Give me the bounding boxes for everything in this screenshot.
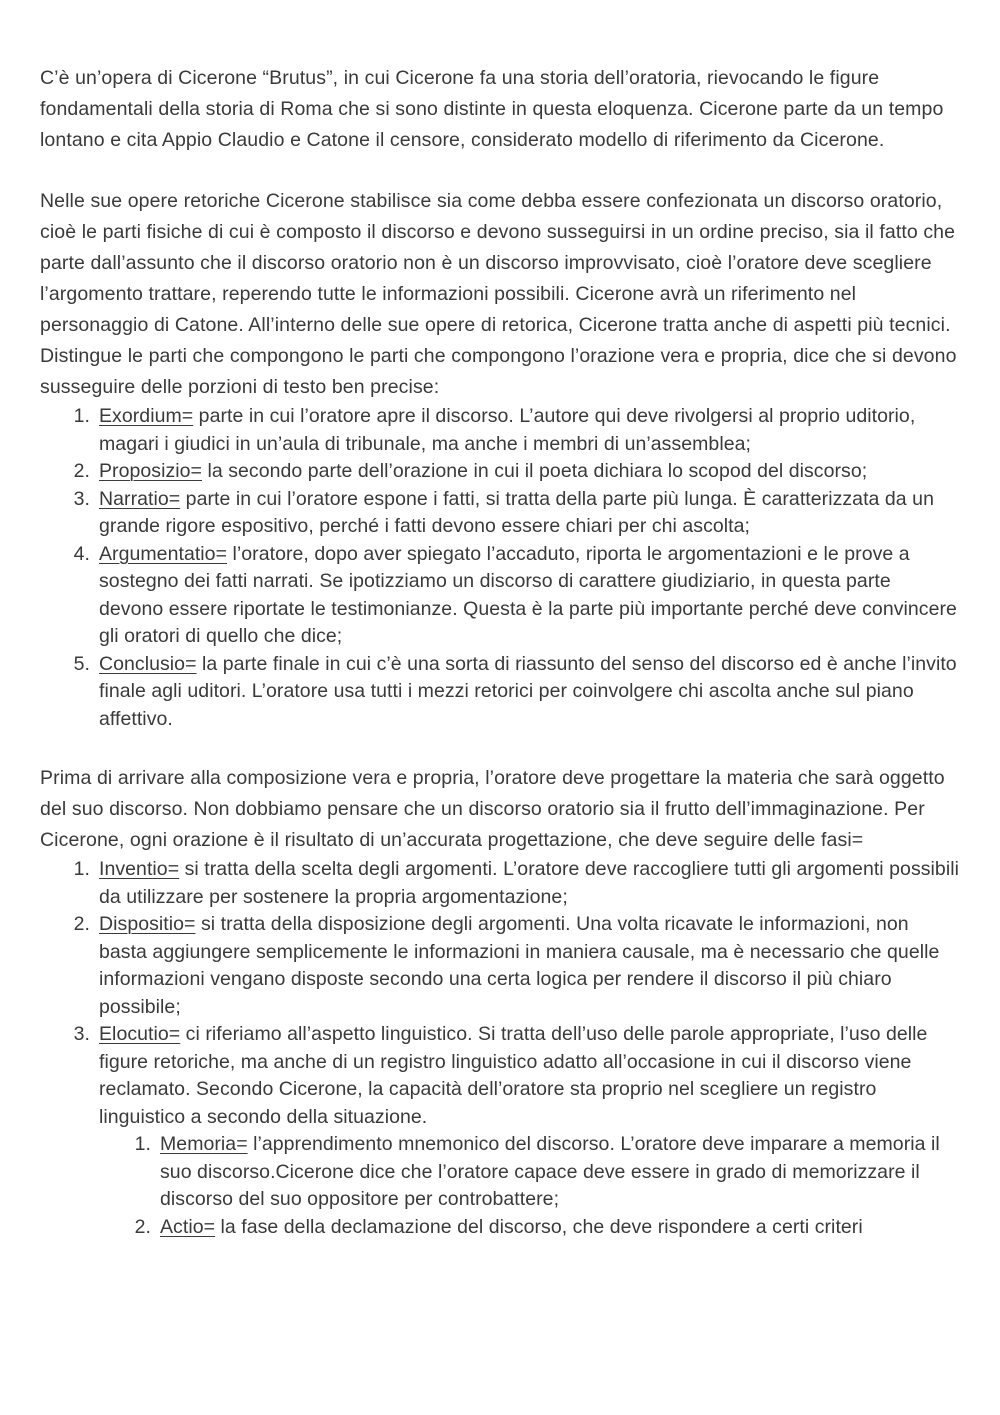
list-number: 2. [73,913,90,935]
term-dispositio: Dispositio= [99,913,196,935]
list-item-text: parte in cui l’oratore espone i fatti, si tratta della parte più lunga. È caratterizzata da un grande rigore espositivo, perché i fatti devono essere chiari per chi ascolta; [99,487,934,537]
list-number: 5. [73,652,90,675]
list-item-inventio [73,856,960,911]
term-narratio: Narratio= [99,487,181,510]
list-number: 3. [73,487,90,510]
list-number: 1. [73,858,90,880]
term-argumentatio: Argumentatio= [99,542,228,565]
list-number: 2. [134,1215,151,1238]
term-proposizio: Proposizio= [99,460,202,482]
list-item-text: si tratta della disposizione degli argomenti. Una volta ricavate le informazioni, non basta aggiungere semplicemente le informazioni in maniera causale, ma è necessario che quelle informazioni vengano disposte secondo una certa logica per rendere il discorso il più chiaro possibile; [99,913,940,1018]
list-item-dispositio [73,911,960,1021]
paragraph-gap [40,733,960,763]
delivery-phases-sublist [99,1131,960,1241]
list-item-text: l’apprendimento mnemonico del discorso. L’oratore deve imparare a memoria il suo discorso.Cicerone dice che l’oratore capace deve essere in grado di memorizzare il discorso del suo oppositore per controbattere; [160,1133,940,1210]
list-item-exordium [73,403,960,458]
list-item-text: parte in cui l’oratore apre il discorso. L’autore qui deve rivolgersi al proprio uditorio, magari i giudici in un’aula di tribunale, ma anche i membri di un’assemblea; [99,405,916,455]
term-elocutio: Elocutio= [99,1023,181,1045]
composition-phases-list [40,856,960,1241]
list-item-argumentatio [73,541,960,651]
list-number: 2. [73,460,90,482]
paragraph-composition-phases: Prima di arrivare alla composizione vera e propria, l’oratore deve progettare la materia che sarà oggetto del suo discorso. Non dobbiamo pensare che un discorso oratorio sia il frutto dell’immaginazione. Per Cicerone, ogni orazione è il risultato di un’accurata progettazione, che deve seguire delle fasi= [40,767,945,851]
list-item-conclusio [73,651,960,734]
list-item-text: si tratta della scelta degli argomenti. L’oratore deve raccogliere tutti gli argomenti possibili da utilizzare per sostenere la propria argomentazione; [99,858,959,908]
term-conclusio: Conclusio= [99,652,197,675]
list-number: 3. [73,1023,90,1045]
list-item-text: la parte finale in cui c’è una sorta di riassunto del senso del discorso ed è anche l’invito finale agli uditori. L’oratore usa tutti i mezzi retorici per coinvolgere chi ascolta anche sul piano affettivo. [99,652,957,730]
list-item-text: ci riferiamo all’aspetto linguistico. Si tratta dell’uso delle parole appropriate, l’uso delle figure retoriche, ma anche di un registro linguistico adatto all’occasione in cui il discorso viene reclamato. Secondo Cicerone, la capacità dell’oratore sta proprio nel scegliere un registro linguistico a secondo della situazione. [99,1023,928,1128]
list-item-actio [134,1214,960,1242]
list-item-text: la fase della declamazione del discorso, che deve rispondere a certi criteri [215,1215,863,1238]
list-number: 1. [134,1133,151,1155]
list-number: 1. [73,405,90,427]
paragraph-gap [40,156,960,186]
list-item-text: la secondo parte dell’orazione in cui il poeta dichiara lo scopod del discorso; [201,460,868,482]
list-item-narratio [73,486,960,541]
term-actio: Actio= [160,1215,216,1238]
paragraph-brutus-intro: C’è un’opera di Cicerone “Brutus”, in cui Cicerone fa una storia dell’oratoria, rievocando le figure fondamentali della storia di Roma che si sono distinte in questa eloquenza. Cicerone parte da un tempo lontano e cita Appio Claudio e Catone il censore, considerato modello di riferimento da Cicerone. [40,67,944,151]
list-number: 4. [73,542,90,565]
list-item-text: l’oratore, dopo aver spiegato l’accaduto, riporta le argomentazioni e le prove a sostegno dei fatti narrati. Se ipotizziamo un discorso di carattere giudiziario, in questa parte devono essere riportate le testimonianze. Questa è la parte più importante perché deve convincere gli oratori di quello che dice; [99,542,957,647]
list-item-elocutio [73,1021,960,1241]
list-item-proposizio [73,458,960,486]
paragraph-rhetorical-works: Nelle sue opere retoriche Cicerone stabilisce sia come debba essere confezionata un discorso oratorio, cioè le parti fisiche di cui è composto il discorso e devono susseguirsi in un ordine preciso, sia il fatto che parte dall’assunto che il discorso oratorio non è un discorso improvvisato, cioè l’oratore deve scegliere l’argomento trattare, reperendo tutte le informazioni possibili. Cicerone avrà un riferimento nel personaggio di Catone. All’interno delle sue opere di retorica, Cicerone tratta anche di aspetti più tecnici. Distingue le parti che compongono le parti che compongono l’orazione vera e propria, dice che si devono susseguire delle porzioni di testo ben precise: [40,190,957,398]
term-inventio: Inventio= [99,858,180,880]
term-memoria: Memoria= [160,1133,248,1155]
term-exordium: Exordium= [99,405,194,427]
list-item-memoria [134,1131,960,1214]
oration-parts-list [40,403,960,733]
